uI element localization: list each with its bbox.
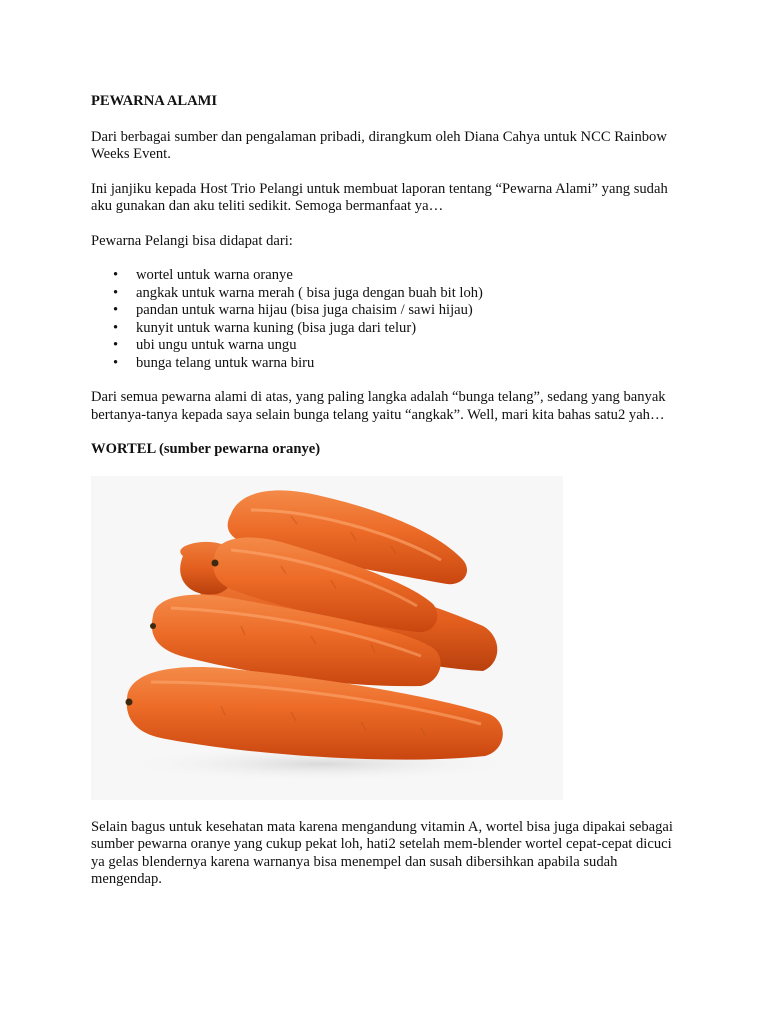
list-item — [91, 355, 681, 373]
bullet-icon: • — [113, 302, 119, 318]
intro-paragraph-2: Ini janjiku kepada Host Trio Pelangi untuk membuat laporan tentang “Pewarna Alami” yang sudah aku gunakan dan aku teliti sedikit. Semoga bermanfaat ya… — [91, 180, 668, 214]
document-title: PEWARNA ALAMI — [91, 93, 218, 109]
bullet-icon: • — [113, 267, 119, 283]
section-heading: WORTEL (sumber pewarna oranye) — [91, 441, 321, 457]
dye-source-list — [91, 267, 681, 372]
bullet-icon: • — [113, 284, 119, 301]
list-item-text: wortel untuk warna oranye — [136, 267, 293, 283]
list-item — [91, 267, 681, 285]
list-item-text: pandan untuk warna hijau (bisa juga chaisim / sawi hijau) — [136, 302, 473, 318]
list-item-text: bunga telang untuk warna biru — [136, 354, 315, 371]
carrot-paragraph: Selain bagus untuk kesehatan mata karena mengandung vitamin A, wortel bisa juga dipakai sebagai sumber pewarna oranye yang cukup pekat loh, hati2 setelah mem-blender wortel cepat-cepat dicuci ya gelas blendernya karena warnanya bisa menempel dan susah dibersihkan apabila sudah mengendap. — [91, 818, 673, 887]
bullet-icon: • — [113, 337, 119, 353]
list-intro: Pewarna Pelangi bisa didapat dari: — [91, 232, 293, 249]
list-item-text: kunyit untuk warna kuning (bisa juga dari telur) — [136, 319, 417, 336]
list-item — [91, 302, 681, 320]
bullet-icon: • — [113, 354, 119, 371]
intro-paragraph-1: Dari berbagai sumber dan pengalaman pribadi, dirangkum oleh Diana Cahya untuk NCC Rainbow Weeks Event. — [91, 128, 667, 162]
list-item — [91, 320, 681, 338]
list-item-text: angkak untuk warna merah ( bisa juga dengan buah bit loh) — [136, 284, 483, 301]
document-page — [91, 93, 681, 906]
list-item — [91, 285, 681, 303]
list-item — [91, 337, 681, 355]
bullet-icon: • — [113, 319, 119, 336]
carrots-photo — [91, 476, 563, 800]
summary-paragraph: Dari semua pewarna alami di atas, yang paling langka adalah “bunga telang”, sedang yang banyak bertanya-tanya kepada saya selain bunga telang yaitu “angkak”. Well, mari kita bahas satu2 yah… — [91, 389, 666, 423]
list-item-text: ubi ungu untuk warna ungu — [136, 337, 297, 353]
